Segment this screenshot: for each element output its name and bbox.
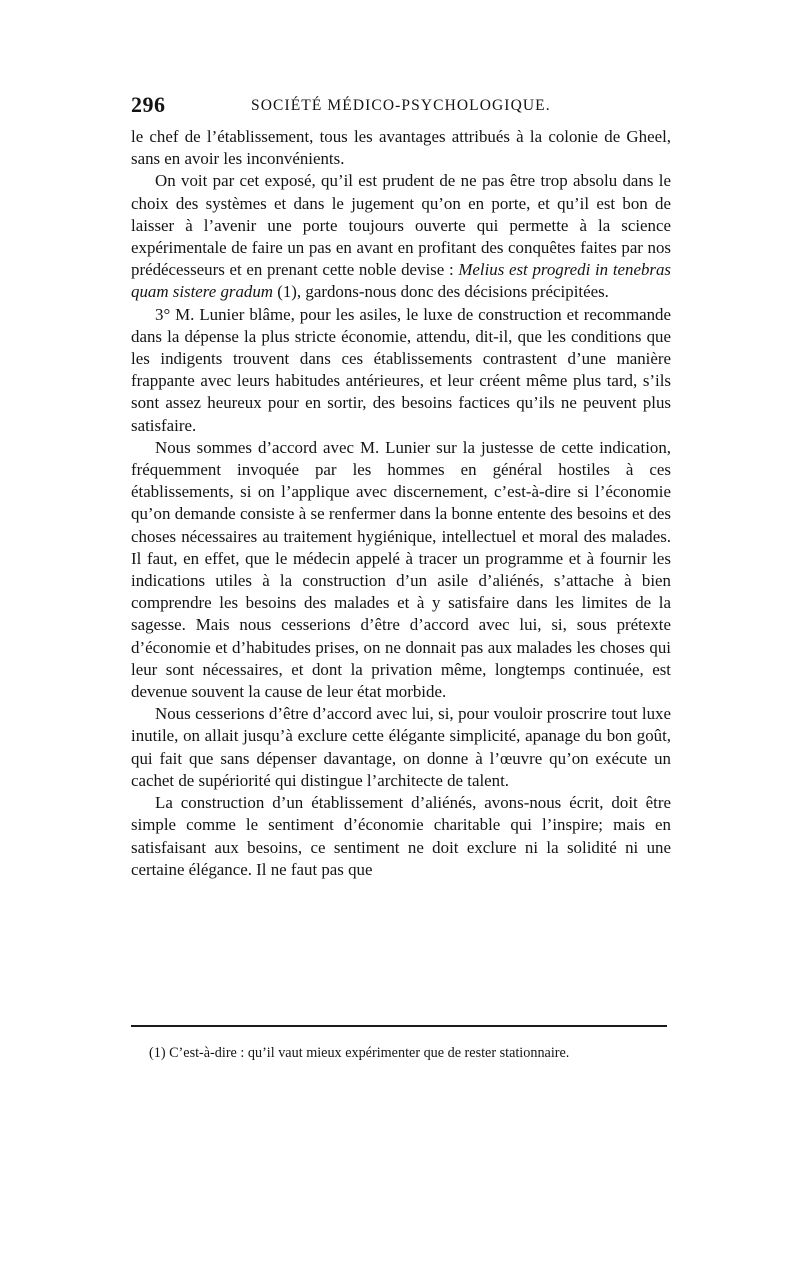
footnote-divider <box>131 1025 667 1027</box>
paragraph-construction: La construction d’un établissement d’aliénés, avons-nous écrit, doit être simple comme le sentiment d’économie charitable qui l’inspire; mais en satisfaisant aux besoins, ce sentiment ne doit exclure ni la solidité ni une certaine élégance. Il ne faut pas que <box>131 793 671 879</box>
paragraph-continuation: le chef de l’établissement, tous les avantages attribués à la colonie de Gheel, sans en avoir les inconvénients. <box>131 127 671 169</box>
body-text <box>131 126 671 881</box>
latin-quote: Melius est progredi in tenebras quam sistere gradum <box>131 260 671 302</box>
paragraph-lunier: 3° M. Lunier blâme, pour les asiles, le luxe de construction et recommande dans la dépense la plus stricte économie, attendu, dit-il, que les conditions que les indigents trouvent dans ces établissements contrastent d’une manière frappante avec leurs habitudes antérieures, et leur créent même plus tard, s’ils sont assez heureux pour en sortir, des besoins factices qu’ils ne peuvent plus satisfaire. <box>131 304 671 435</box>
footnote: (1) C’est-à-dire : qu’il vaut mieux expérimenter que de rester stationnaire. <box>149 1045 570 1061</box>
paragraph-accord: Nous sommes d’accord avec M. Lunier sur la justesse de cette indication, fréquemment invoquée par les hommes en général hostiles à ces établissements, si on l’applique avec discernement, c’est-à-dire si l’économie qu’on demande consiste à se renfermer dans la bonne entente des besoins et des choses nécessaires au traitement hygiénique, intellectuel et moral des malades. Il faut, en effet, que le médecin appelé à tracer un programme et à fournir les indications utiles à la construction d’un asile d’aliénés, s’attache à bien comprendre les besoins des malades et à y satisfaire dans les limites de la sagesse. Mais nous cesserions d’être d’accord avec lui, si, sous prétexte d’économie et d’habitudes prises, on ne donnait pas aux malades les choses qui leur sont nécessaires, et dont la privation même, longtemps continuée, est devenue souvent la cause de leur état morbide. <box>131 437 671 702</box>
paragraph-text: On voit par cet exposé, qu’il est prudent de ne pas être trop absolu dans le choix des systèmes et dans le jugement qu’on en porte, et qu’il est bon de laisser à l’avenir une porte toujours ouverte qui permette à la science expérimentale de faire un pas en avant en profitant des conquêtes faites par nos prédécesseurs et en prenant cette noble devise : <box>131 171 671 280</box>
page-header <box>131 92 671 118</box>
running-title: SOCIÉTÉ MÉDICO-PSYCHOLOGIQUE. <box>251 97 551 114</box>
paragraph-devise <box>131 170 671 303</box>
paragraph-text: (1), gardons-nous donc des décisions précipitées. <box>273 282 609 302</box>
paragraph-luxe: Nous cesserions d’être d’accord avec lui, si, pour vouloir proscrire tout luxe inutile, on allait jusqu’à exclure cette élégante simplicité, apanage du bon goût, qui fait que sans dépenser davantage, on donne à l’œuvre qu’on exécute un cachet de supériorité qui distingue l’architecte de talent. <box>131 704 671 790</box>
page-number: 296 <box>131 92 166 117</box>
